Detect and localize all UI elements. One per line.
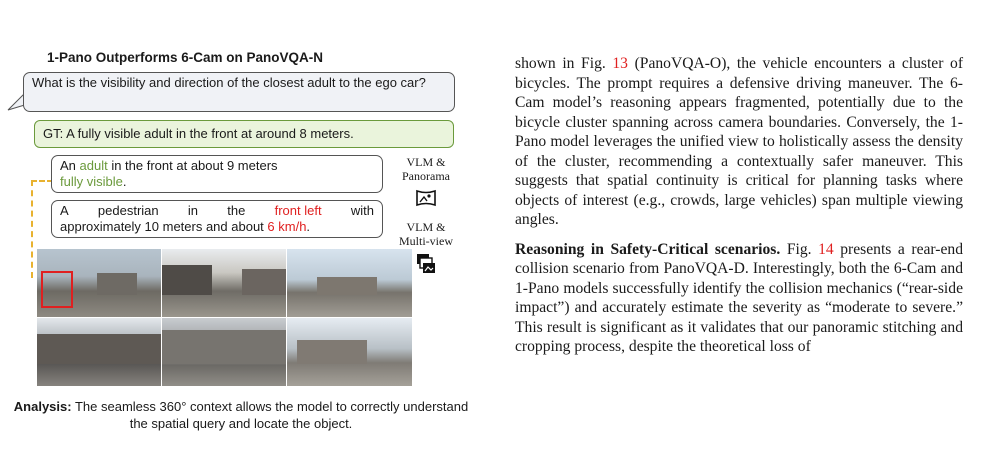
target-bounding-box — [41, 271, 73, 308]
camera-view-front-left — [37, 249, 161, 317]
answer-text: An — [60, 158, 80, 173]
analysis-label: Analysis: — [13, 399, 72, 414]
body-text-column — [515, 54, 963, 357]
camera-image-grid — [37, 249, 412, 386]
answer-word: A — [60, 203, 69, 218]
question-bubble — [23, 72, 455, 112]
paragraph-text: presents a rear-end collision scenario from PanoVQA-D. Interestingly, both the 6-Cam and 1-Pano models successfully identify the collision mechanics (“rear-side impact”) and accurately estimate the severity as “moderate to severe.” This result is significant as it validates that our panoramic stitching and cropping process, despite the theoretical loss of — [515, 240, 964, 355]
camera-view-back-left — [37, 318, 161, 386]
answer-word: with — [350, 203, 374, 218]
multiview-answer-bubble — [51, 200, 383, 238]
panorama-answer-bubble — [51, 155, 383, 193]
paragraph-safety-critical — [515, 240, 963, 357]
figure-title: 1-Pano Outperforms 6-Cam on PanoVQA-N — [47, 50, 324, 65]
vlm-multiview-label — [390, 220, 462, 248]
multiview-answer-line1 — [60, 203, 374, 219]
answer-text: in the front at about 9 meters — [107, 158, 278, 173]
paragraph-text: Fig. — [780, 240, 819, 258]
paragraph-panovqa-o — [515, 54, 963, 230]
figure-analysis-caption — [11, 398, 471, 432]
label-line: VLM & — [406, 155, 446, 169]
answer-highlight-wrong: 6 km/h — [267, 219, 307, 234]
answer-text: . — [122, 174, 127, 189]
paragraph-heading: Reasoning in Safety-Critical scenarios. — [515, 240, 781, 258]
multiview-answer-line2 — [60, 219, 374, 235]
figure-reference-link[interactable]: 13 — [612, 55, 628, 72]
answer-text: . — [306, 219, 311, 234]
label-line: Multi-view — [399, 234, 453, 248]
camera-view-front-right — [287, 249, 412, 317]
answer-text: approximately 10 meters and about — [60, 219, 268, 234]
label-line: VLM & — [406, 220, 446, 234]
paragraph-text: (PanoVQA-O), the vehicle encounters a cluster of bicycles. The prompt requires a defensive driving maneuver. The 6-Cam model’s reasoning appears fragmented, potentially due to the bicycle cluster spanning across camera boundaries. Conversely, the 1-Pano model leverages the unified view to holistically assess the density of the cluster, recommending a contextually safer maneuver. This suggests that spatial continuity is critical for planning tasks where objects of interest (e.g., crowds, large vehicles) span multiple viewing angles. — [515, 55, 964, 228]
ground-truth-text: GT: A fully visible adult in the front at around 8 meters. — [43, 126, 354, 141]
question-text: What is the visibility and direction of the closest adult to the ego car? — [32, 75, 426, 90]
figure-reference-link[interactable]: 14 — [818, 240, 834, 258]
answer-highlight-correct: adult — [79, 158, 108, 173]
analysis-text: The seamless 360° context allows the model to correctly understand the spatial query and locate the object. — [71, 399, 469, 431]
camera-view-front — [162, 249, 286, 317]
dashed-connector-vertical — [31, 180, 33, 278]
answer-word: in — [187, 203, 199, 218]
answer-highlight-wrong: front left — [274, 203, 322, 218]
label-line: Panorama — [402, 169, 450, 183]
camera-view-back — [162, 318, 286, 386]
dashed-connector-top — [31, 180, 53, 182]
camera-view-back-right — [287, 318, 412, 386]
panorama-icon — [415, 188, 437, 208]
answer-word: the — [227, 203, 246, 218]
answer-highlight-correct: fully visible — [60, 174, 123, 189]
vlm-panorama-label — [390, 155, 462, 183]
answer-word: pedestrian — [97, 203, 159, 218]
paragraph-text: shown in Fig. — [515, 55, 613, 72]
ground-truth-bubble — [34, 120, 454, 148]
multi-view-icon — [416, 253, 436, 275]
